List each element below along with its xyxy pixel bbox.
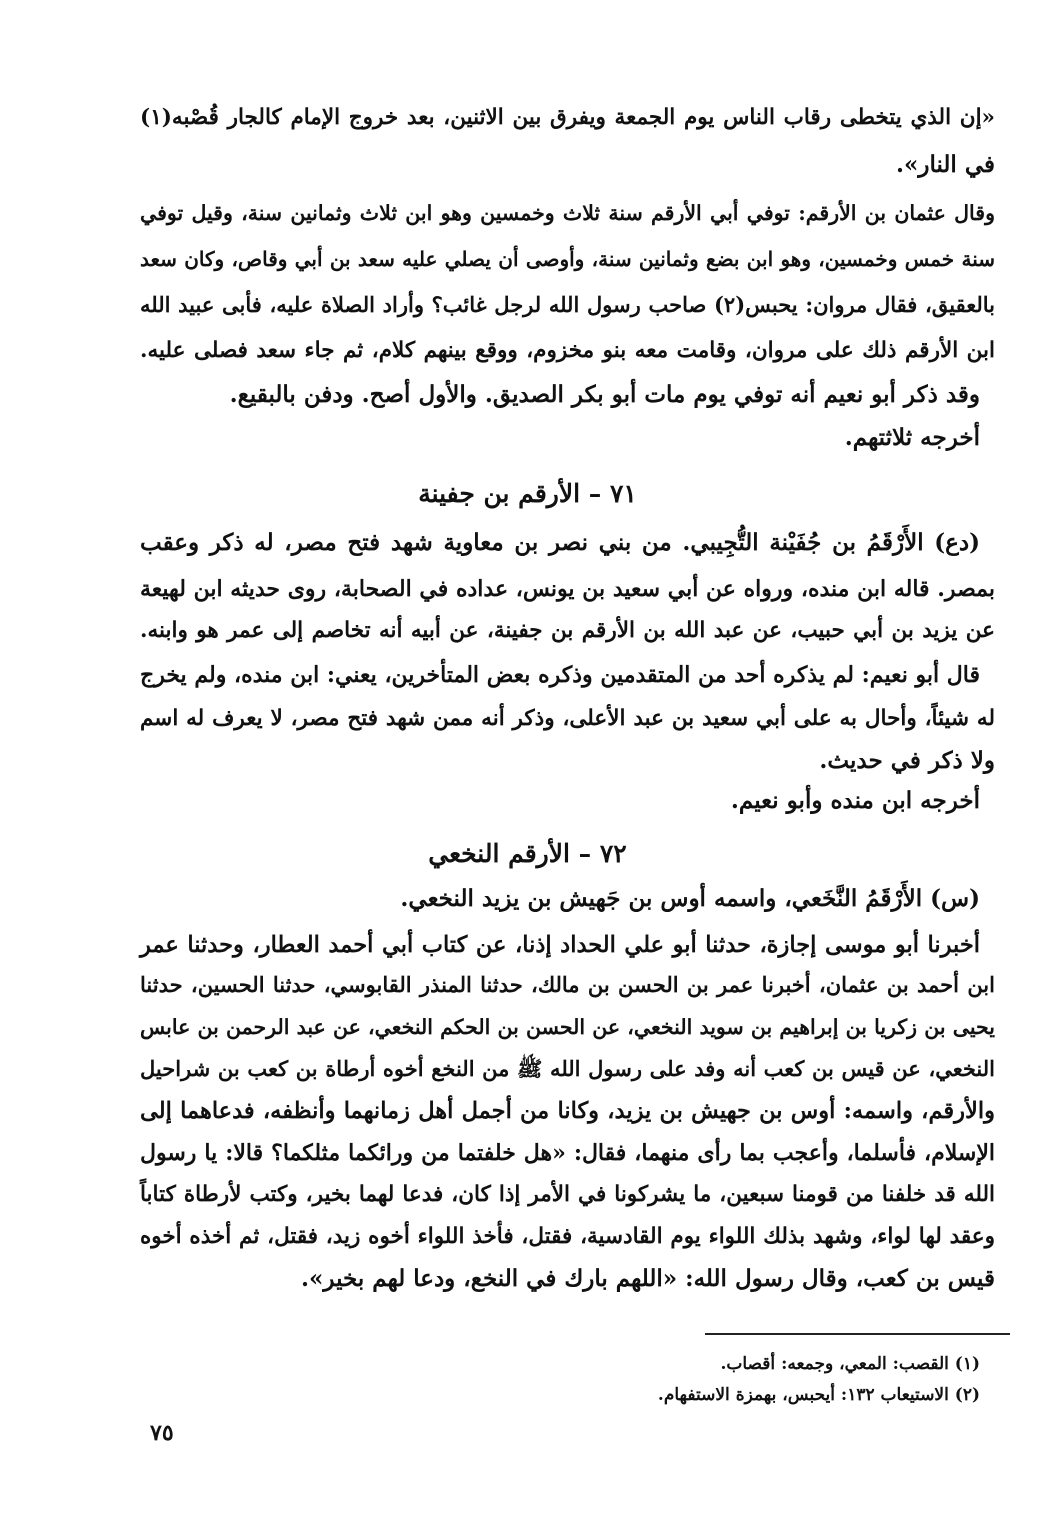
text-line: الله قد خلفنا من قومنا سبعين، ما يشركونا في الأمر إذا كان، فدعا لهما بخير، وكتب لأرطاة كتاباً — [140, 1182, 995, 1207]
footnote: (٢) الاستيعاب ١٣٢: أيحبس، بهمزة الاستفهام. — [657, 1385, 980, 1405]
footnote-divider — [705, 1333, 1010, 1335]
entry-heading: ٧١ – الأرقم بن جفينة — [418, 479, 637, 508]
text-line: «إن الذي يتخطى رقاب الناس يوم الجمعة ويفرق بين الاثنين، بعد خروج الإمام كالجار قُصْبه(١) — [140, 105, 995, 130]
text-line: قال أبو نعيم: لم يذكره أحد من المتقدمين وذكره بعض المتأخرين، يعني: ابن منده، ولم يخرج — [140, 662, 980, 688]
text-line: ابن الأرقم ذلك على مروان، وقامت معه بنو مخزوم، ووقع بينهم كلام، ثم جاء سعد فصلى عليه. — [140, 338, 995, 363]
text-line: أخرجه ثلاثتهم. — [844, 424, 980, 451]
text-line: النخعي، عن قيس بن كعب أنه وفد على رسول الله ﷺ من النخع أخوه أرطاة بن كعب بن شراحيل — [140, 1056, 995, 1081]
text-line: بمصر. قاله ابن منده، ورواه عن أبي سعيد بن يونس، عداده في الصحابة، روى حديثه ابن لهيعة — [140, 576, 995, 602]
footnote: (١) القصب: المعي، وجمعه: أقصاب. — [720, 1354, 980, 1374]
entry-heading: ٧٢ – الأرقم النخعي — [428, 839, 627, 868]
text-line: له شيئاً، وأحال به على أبي سعيد بن عبد الأعلى، وذكر أنه ممن شهد فتح مصر، لا يعرف له اسم — [140, 706, 995, 731]
text-line: يحيى بن زكريا بن إبراهيم بن سويد النخعي، عن الحسن بن الحكم النخعي، عن عبد الرحمن بن عابس — [140, 1015, 995, 1039]
text-line: في النار». — [895, 151, 995, 178]
text-line: ولا ذكر في حديث. — [819, 747, 995, 774]
text-line: بالعقيق، فقال مروان: يحبس(٢) صاحب رسول الله لرجل غائب؟ وأراد الصلاة عليه، فأبى عبيد الله — [140, 292, 995, 317]
text-line: وقد ذكر أبو نعيم أنه توفي يوم مات أبو بكر الصديق. والأول أصح. ودفن بالبقيع. — [229, 381, 980, 408]
text-line: الإسلام، فأسلما، وأعجب بما رأى منهما، فقال: «هل خلفتما من ورائكما مثلكما؟ قالا: يا رسول — [140, 1140, 995, 1166]
text-line: وعقد لها لواء، وشهد بذلك اللواء يوم القادسية، فقتل، فأخذ اللواء أخوه زيد، فقتل، ثم أخذه أخوه — [140, 1224, 995, 1249]
text-line: عن يزيد بن أبي حبيب، عن عبد الله بن الأرقم بن جفينة، عن أبيه أنه تخاصم إلى عمر هو وابنه. — [140, 618, 995, 643]
text-line: ابن أحمد بن عثمان، أخبرنا عمر بن الحسن بن مالك، حدثنا المنذر القابوسي، حدثنا الحسين، حدثنا — [140, 972, 995, 997]
text-line: وقال عثمان بن الأرقم: توفي أبي الأرقم سنة ثلاث وخمسين وهو ابن ثلاث وثمانين سنة، وقيل توفي — [140, 201, 995, 225]
text-line: أخبرنا أبو موسى إجازة، حدثنا أبو علي الحداد إذنا، عن كتاب أبي أحمد العطار، وحدثنا عمر — [140, 932, 980, 958]
text-line: (دع) الأَرْقَمُ بن جُفَيْنة التُّجِيبي. من بني نصر بن معاوية شهد فتح مصر، له ذكر وعقب — [140, 529, 980, 556]
text-line: والأرقم، واسمه: أوس بن جهيش بن يزيد، وكانا من أجمل أهل زمانهما وأنظفه، فدعاهما إلى — [140, 1098, 995, 1124]
text-line: أخرجه ابن منده وأبو نعيم. — [730, 787, 980, 814]
page-number: ٧٥ — [150, 1420, 174, 1446]
text-line: قيس بن كعب، وقال رسول الله: «اللهم بارك في النخع، ودعا لهم بخير». — [301, 1265, 995, 1292]
text-line: (س) الأَرْقَمُ النَّخَعي، واسمه أوس بن جَهيش بن يزيد النخعي. — [400, 885, 980, 912]
text-line: سنة خمس وخمسين، وهو ابن بضع وثمانين سنة، وأوصى أن يصلي عليه سعد بن أبي وقاص، وكان سعد — [140, 247, 995, 271]
